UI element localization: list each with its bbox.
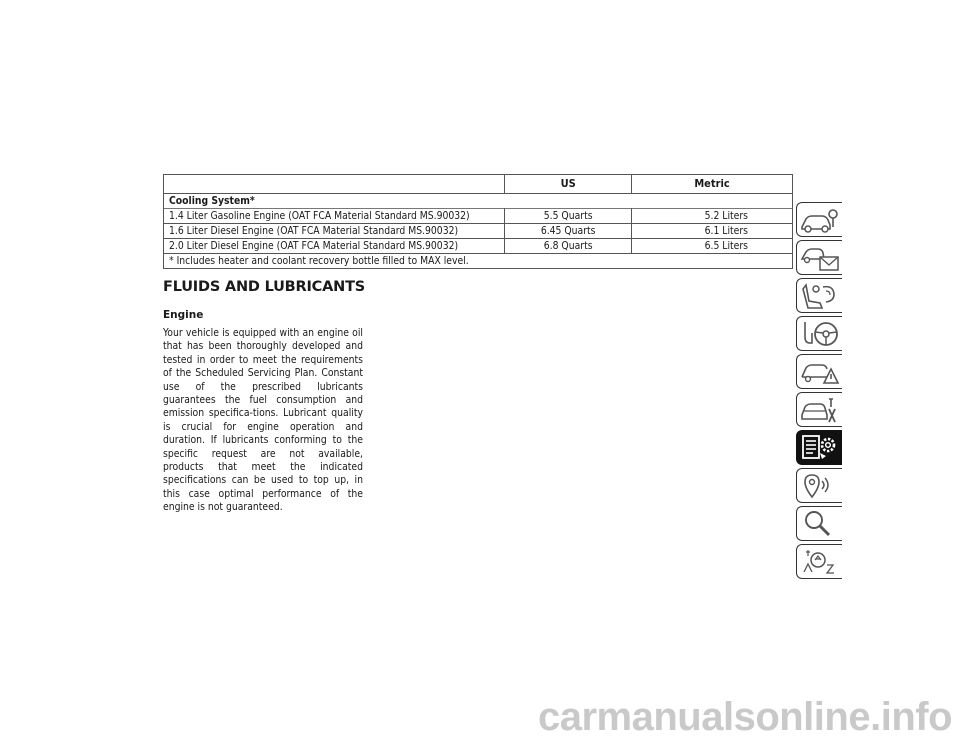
specifications-gear-icon: [800, 433, 840, 463]
table-header-row: [164, 175, 793, 194]
row-description: 1.4 Liter Gasoline Engine (OAT FCA Material Standard MS.90032): [164, 209, 505, 224]
chapter-tab-starting-operating[interactable]: [796, 316, 842, 351]
chapter-tab-languages[interactable]: [796, 544, 842, 579]
table-footnote: * Includes heater and coolant recovery bottle filled to MAX level.: [164, 254, 793, 269]
table-row: [164, 239, 793, 254]
car-service-icon: [800, 395, 840, 425]
chapter-tab-servicing[interactable]: [796, 392, 842, 427]
table-row: [164, 224, 793, 239]
row-us-value: 6.8 Quarts: [505, 239, 632, 254]
table-section-row: [164, 194, 793, 209]
seat-airbag-icon: [800, 281, 840, 311]
row-metric-value: 5.2 Liters: [632, 209, 793, 224]
row-us-value: 6.45 Quarts: [505, 224, 632, 239]
car-key-icon: [800, 205, 840, 235]
chapter-tab-technical-specifications[interactable]: [796, 430, 842, 465]
chapter-tab-index[interactable]: [796, 506, 842, 541]
row-description: 2.0 Liter Diesel Engine (OAT FCA Material Standard MS.90032): [164, 239, 505, 254]
row-metric-value: 6.1 Liters: [632, 224, 793, 239]
chapter-tab-emergency[interactable]: [796, 354, 842, 389]
table-row: [164, 209, 793, 224]
chapter-tab-intro[interactable]: [796, 202, 842, 237]
site-watermark: carmanualsonline.info: [537, 695, 952, 739]
cooling-system-table: [163, 174, 793, 269]
header-metric: Metric: [632, 175, 793, 194]
language-index-icon: [800, 547, 840, 577]
chapter-tab-getting-to-know[interactable]: [796, 240, 842, 275]
chapter-tab-multimedia[interactable]: [796, 468, 842, 503]
magnifier-icon: [800, 509, 840, 539]
section-label: Cooling System*: [164, 194, 793, 209]
header-us: US: [505, 175, 632, 194]
row-metric-value: 6.5 Liters: [632, 239, 793, 254]
steering-wheel-icon: [800, 319, 840, 349]
row-description: 1.6 Liter Diesel Engine (OAT FCA Material Standard MS.90032): [164, 224, 505, 239]
table-note-row: [164, 254, 793, 269]
car-mail-icon: [800, 243, 840, 273]
section-heading: FLUIDS AND LUBRICANTS: [163, 279, 366, 295]
header-description: [164, 175, 505, 194]
row-us-value: 5.5 Quarts: [505, 209, 632, 224]
car-crash-icon: [800, 357, 840, 387]
location-pin-icon: [800, 471, 840, 501]
chapter-tab-safety[interactable]: [796, 278, 842, 313]
sub-heading: Engine: [163, 309, 204, 321]
body-paragraph: Your vehicle is equipped with an engine oil that has been thoroughly developed and tested in order to meet the requirements of the Scheduled Servicing Plan. Constant use of the prescribed lubricants guarantees the fuel consumption and emission specifica-tions. Lubricant quality is crucial for engine operation and duration. If lubricants conforming to the specific request are not available, products that meet the indicated specifications can be used to top up, in this case optimal performance of the engine is not guaranteed.: [163, 327, 363, 514]
